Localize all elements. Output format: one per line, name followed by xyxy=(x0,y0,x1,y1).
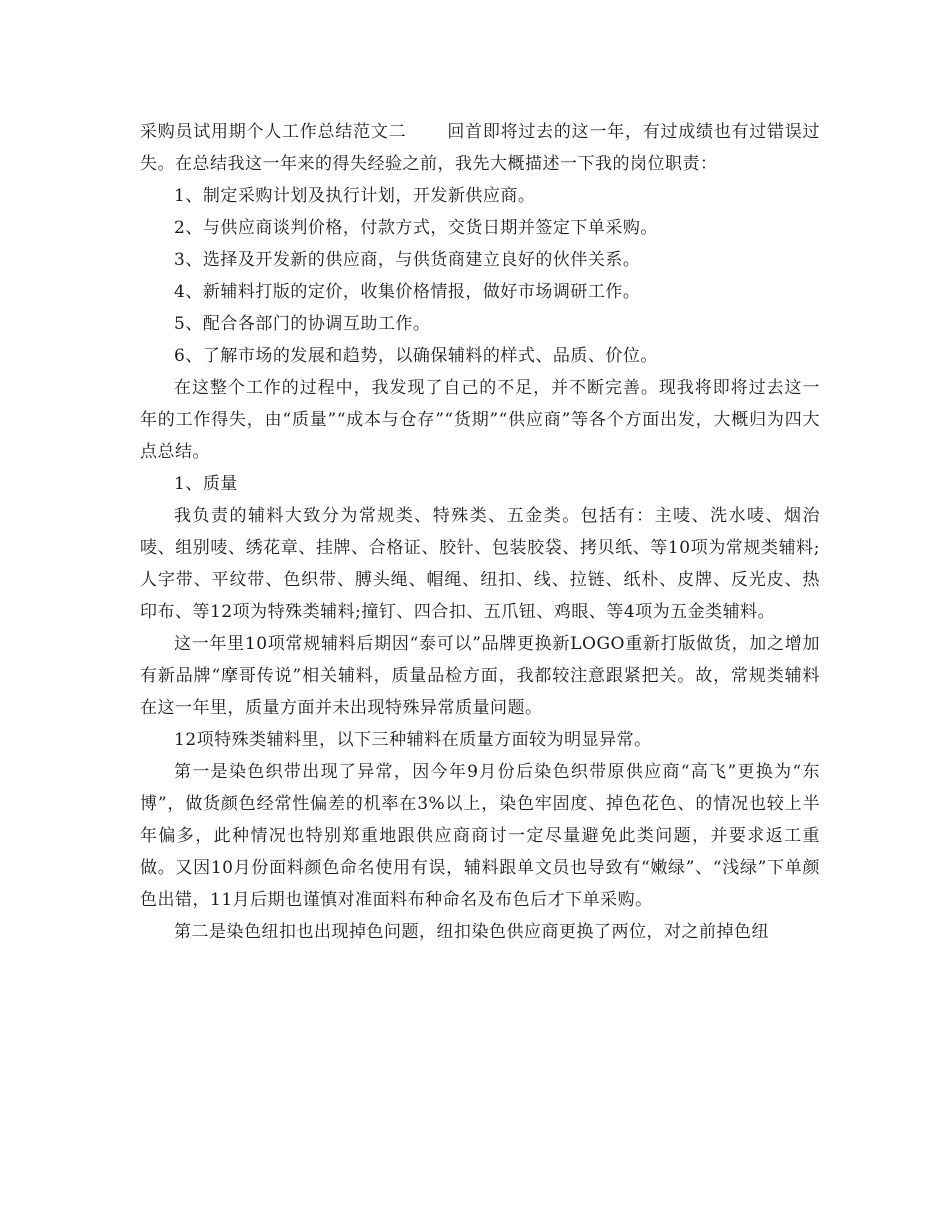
summary-intro-paragraph: 在这整个工作的过程中，我发现了自己的不足，并不断完善。现我将即将过去这一年的工作得失，由“质量”“成本与仓存”“货期”“供应商”等各个方面出发，大概归为四大点总结。 xyxy=(140,378,820,462)
intro-paragraph xyxy=(140,116,820,180)
duty-item-3: 3、选择及开发新的供应商，与供货商建立良好的伙伴关系。 xyxy=(174,250,641,270)
paragraph-text: 回首即将过去的这一年，有过成绩也有过错误过失。在总结我这一年来的得失经验之前，我先大概描述一下我的岗位职责： xyxy=(140,122,821,174)
duty-item-2: 2、与供应商谈判价格，付款方式，交货日期并签定下单采购。 xyxy=(174,218,658,238)
dyed-button-paragraph: 第二是染色纽扣也出现掉色问题，纽扣染色供应商更换了两位，对之前掉色纽 xyxy=(174,922,769,942)
document-title: 采购员试用期个人工作总结范文二 xyxy=(140,122,407,142)
dyed-ribbon-paragraph: 第一是染色织带出现了异常，因今年9月份后染色织带原供应商“高飞”更换为“东博”，做货颜色经常性偏差的机率在3%以上，染色牢固度、掉色花色、的情况也较上半年偏多，此种情况也特别郑重地跟供应商商讨一定尽量避免此类问题，并要求返工重做。又因10月份面料颜色命名使用有误，辅料跟单文员也导致有“嫩绿”、“浅绿”下单颜色出错，11月后期也谨慎对准面料布种命名及布色后才下单采购。 xyxy=(140,762,820,910)
special-materials-paragraph: 12项特殊类辅料里，以下三种辅料在质量方面较为明显异常。 xyxy=(174,730,652,750)
duty-item-5: 5、配合各部门的协调互助工作。 xyxy=(174,314,431,334)
duty-item-4: 4、新辅料打版的定价，收集价格情报，做好市场调研工作。 xyxy=(174,282,641,302)
document-body xyxy=(140,116,820,948)
regular-materials-paragraph: 这一年里10项常规辅料后期因“泰可以”品牌更换新LOGO重新打版做货，加之增加有新品牌“摩哥传说”相关辅料，质量品检方面，我都较注意跟紧把关。故，常规类辅料在这一年里，质量方面并未出现特殊异常质量问题。 xyxy=(140,634,820,718)
duty-item-1: 1、制定采购计划及执行计划，开发新供应商。 xyxy=(174,186,536,206)
duty-item-6: 6、了解市场的发展和趋势，以确保辅料的样式、品质、价位。 xyxy=(174,346,658,366)
section-heading-quality: 1、质量 xyxy=(174,474,238,494)
materials-paragraph: 我负责的辅料大致分为常规类、特殊类、五金类。包括有：主唛、洗水唛、烟治唛、组别唛、绣花章、挂牌、合格证、胶针、包装胶袋、拷贝纸、等10项为常规类辅料;人字带、平纹带、色织带、膊头绳、帽绳、纽扣、线、拉链、纸朴、皮牌、反光皮、热印布、等12项为特殊类辅料;撞钉、四合扣、五爪钮、鸡眼、等4项为五金类辅料。 xyxy=(140,506,820,622)
